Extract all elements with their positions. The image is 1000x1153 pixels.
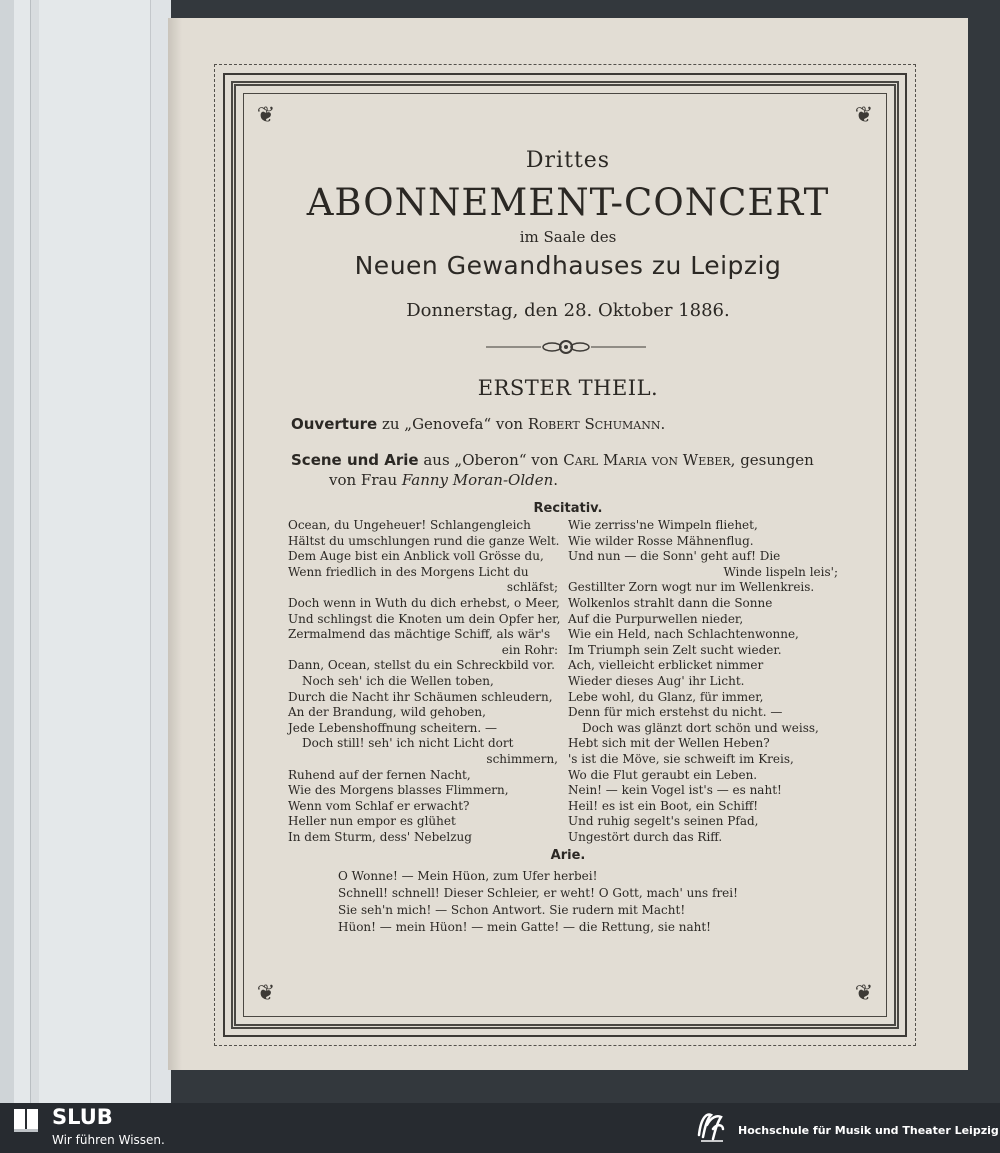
slub-slogan: Wir führen Wissen. (52, 1133, 165, 1147)
divider-ornament-icon (486, 338, 646, 356)
verse-line: Schnell! schnell! Dieser Schleier, er weht! O Gott, mach' uns frei! (338, 886, 738, 900)
corner-ornament-icon: ❦ (256, 981, 276, 1006)
previous-page-edge (0, 0, 170, 1103)
verse-line: Doch was glänzt dort schön und weiss, (582, 720, 819, 735)
verse-line: Und schlingst die Knoten um dein Opfer her, (288, 611, 561, 626)
verse-line: schimmern, (486, 751, 558, 766)
verse-line: Jede Lebenshoffnung scheitern. — (288, 720, 497, 735)
venue-name: Neuen Gewandhauses zu Leipzig (354, 251, 782, 280)
composer-name: Carl Maria von Weber (563, 451, 731, 469)
verse-line: Wie zerriss'ne Wimpeln fliehet, (568, 518, 758, 532)
verse-line: ein Rohr: (501, 642, 558, 657)
verse-line: O Wonne! — Mein Hüon, zum Ufer herbei! (338, 869, 598, 883)
verse-line: Wie ein Held, nach Schlachtenwonne, (568, 627, 799, 642)
verse-line: Und ruhig segelt's seinen Pfad, (568, 814, 759, 829)
verse-line: Wenn friedlich in des Morgens Licht du (288, 564, 529, 579)
verse-line: Durch die Nacht ihr Schäumen schleudern, (288, 689, 553, 704)
slub-brand[interactable]: SLUB (52, 1105, 113, 1129)
program-page (168, 18, 968, 1070)
program-item-overture: Ouverture zu „Genovefa“ von Robert Schumann. (291, 415, 666, 433)
verse-line: Doch wenn in Wuth du dich erhebst, o Meer, (288, 595, 560, 610)
verse-line: Hältst du umschlungen rund die ganze Welt. (288, 533, 560, 548)
verse-line: Ruhend auf der fernen Nacht, (288, 767, 471, 782)
verse-line: Ocean, du Ungeheuer! Schlangengleich (288, 518, 531, 532)
verse-line: In dem Sturm, dess' Nebelzug (288, 829, 472, 844)
concert-date: Donnerstag, den 28. Oktober 1886. (406, 300, 730, 321)
verse-line: Wolkenlos strahlt dann die Sonne (568, 595, 773, 610)
corner-ornament-icon: ❦ (854, 103, 874, 128)
composer-name: Robert Schumann (527, 415, 661, 433)
arie-heading: Arie. (550, 848, 586, 863)
verse-line: Wo die Flut geraubt ein Leben. (568, 767, 758, 782)
recitativ-heading: Recitativ. (533, 501, 603, 516)
partner-name[interactable]: Hochschule für Musik und Theater Leipzig (738, 1124, 999, 1137)
program-item-scene-aria: Scene und Arie aus „Oberon“ von Carl Maria von Weber, gesungen von Frau Fanny Moran-Olden. (291, 451, 814, 489)
part-title: ERSTER THEIL. (477, 376, 659, 400)
verse-line: Wieder dieses Aug' ihr Licht. (568, 673, 745, 688)
verse-line: Gestillter Zorn wogt nur im Wellenkreis. (568, 580, 815, 595)
verse-line: Hebt sich mit der Wellen Heben? (568, 736, 770, 751)
recitativ-left-column (288, 518, 561, 845)
verse-line: Ungestört durch das Riff. (568, 829, 723, 844)
verse-line: Wenn vom Schlaf er erwacht? (288, 798, 470, 813)
verse-line: 's ist die Möve, sie schweift im Kreis, (568, 751, 794, 766)
verse-line: Lebe wohl, du Glanz, für immer, (568, 689, 764, 704)
concert-title: ABONNEMENT-CONCERT (306, 181, 830, 224)
verse-line: Wie wilder Rosse Mähnenflug. (568, 533, 754, 548)
verse-line: Denn für mich erstehst du nicht. — (568, 705, 783, 720)
corner-ornament-icon: ❦ (854, 981, 874, 1006)
corner-ornament-icon: ❦ (256, 103, 276, 128)
hfm-logo-icon[interactable] (693, 1105, 729, 1147)
verse-line: Im Triumph sein Zelt sucht wieder. (568, 642, 782, 657)
verse-line: Winde lispeln leis'; (723, 564, 838, 579)
verse-line: An der Brandung, wild gehoben, (288, 705, 486, 720)
verse-line: Ach, vielleicht erblicket nimmer (568, 658, 764, 673)
slub-book-icon[interactable] (12, 1107, 40, 1133)
verse-line: Zermalmend das mächtige Schiff, als wär's (288, 627, 551, 642)
verse-line: Dann, Ocean, stellst du ein Schreckbild vor. (288, 658, 555, 673)
verse-line: Noch seh' ich die Wellen toben, (302, 673, 494, 688)
verse-line: schläfst; (506, 580, 558, 595)
verse-line: Hüon! — mein Hüon! — mein Gatte! — die Rettung, sie naht! (338, 920, 712, 934)
verse-line: Sie seh'n mich! — Schon Antwort. Sie rudern mit Macht! (338, 903, 686, 917)
verse-line: Und nun — die Sonn' geht auf! Die (568, 549, 781, 564)
concert-number: Drittes (525, 148, 611, 173)
recitativ-right-column (568, 518, 838, 845)
verse-line: Wie des Morgens blasses Flimmern, (288, 783, 509, 798)
verse-line: Auf die Purpurwellen nieder, (568, 611, 744, 626)
venue-intro: im Saale des (519, 228, 617, 246)
verse-line: Dem Auge bist ein Anblick voll Grösse du, (288, 549, 544, 564)
singer-name: Fanny Moran-Olden (401, 471, 554, 489)
verse-line: Heil! es ist ein Boot, ein Schiff! (568, 798, 759, 813)
verse-line: Nein! — kein Vogel ist's — es naht! (568, 783, 782, 798)
verse-line: Doch still! seh' ich nicht Licht dort (302, 736, 514, 751)
verse-line: Heller nun empor es glühet (288, 814, 456, 829)
arie-verses (338, 868, 738, 936)
